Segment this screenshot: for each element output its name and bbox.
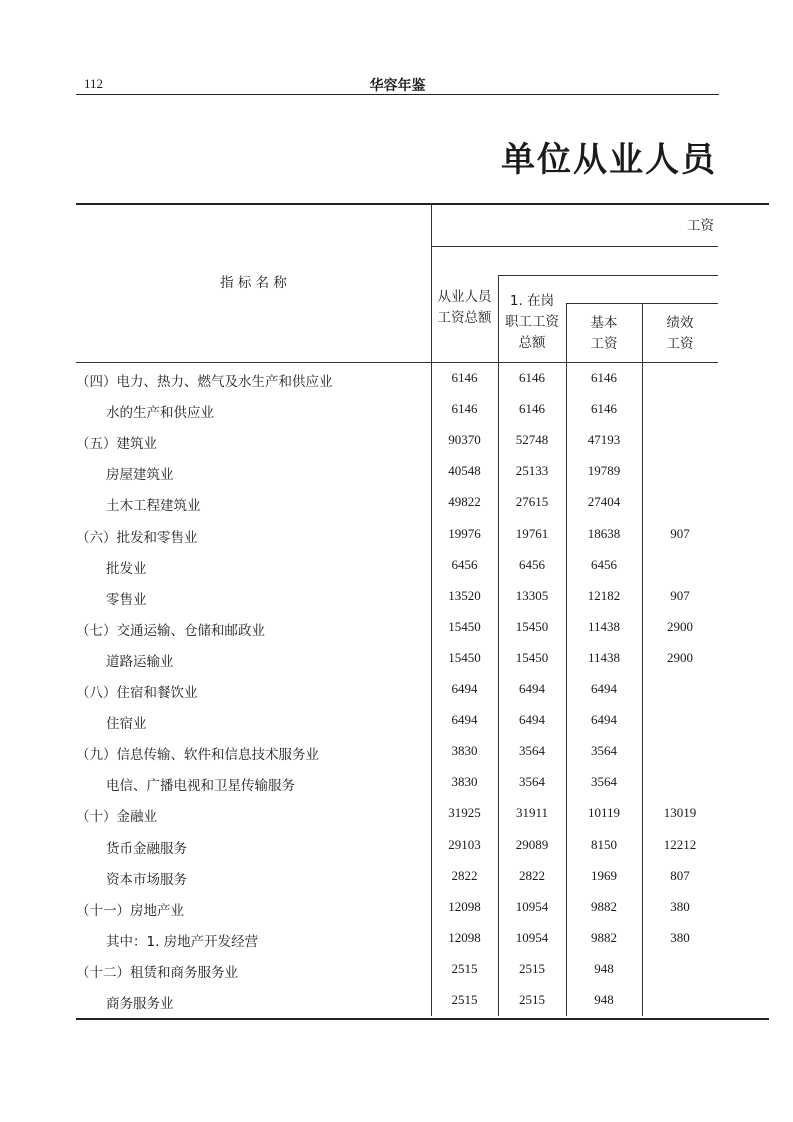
page-header: [76, 74, 719, 95]
row-label: （八）住宿和餐饮业: [76, 685, 198, 701]
row-label: （六）批发和零售业: [76, 529, 198, 546]
header-rule: [498, 275, 718, 276]
cell-total: 31925: [448, 805, 481, 821]
cell-performance: 12212: [663, 836, 697, 852]
cell-basic: 3564: [591, 774, 617, 790]
table-row: [76, 986, 769, 1017]
table-row: [76, 955, 769, 986]
page-number: 112: [84, 76, 104, 91]
cell-performance: 2900: [667, 618, 693, 634]
cell-basic: 6494: [591, 681, 617, 696]
table-row: [76, 488, 769, 519]
table-row: [76, 675, 769, 706]
cell-basic: 948: [594, 992, 614, 1007]
cell-total: 15450: [448, 649, 481, 665]
row-label: （十）金融业: [76, 809, 157, 826]
cell-basic: 9882: [591, 929, 617, 945]
cell-onpost: 19761: [515, 525, 549, 541]
table-row: [76, 364, 769, 395]
row-label: （四）电力、热力、燃气及水生产和供应业: [76, 374, 333, 390]
header-basic-wages: 基本 工资: [590, 315, 618, 352]
cell-total: 2822: [451, 867, 478, 883]
cell-onpost: 6146: [519, 401, 545, 417]
table-row: [76, 582, 769, 613]
row-label: 商务服务业: [106, 996, 174, 1012]
cell-onpost: 2515: [519, 960, 545, 976]
cell-onpost: 6494: [519, 681, 545, 696]
cell-onpost: 6146: [519, 370, 545, 385]
cell-basic: 6146: [591, 370, 617, 385]
cell-onpost: 27615: [515, 494, 549, 510]
row-label: 其中：1. 房地产开发经营: [106, 933, 259, 950]
cell-onpost: 25133: [515, 463, 549, 479]
cell-performance: 380: [670, 898, 690, 914]
cell-performance: 380: [670, 929, 690, 945]
table-row: [76, 706, 769, 737]
cell-total: 3830: [451, 743, 478, 759]
cell-basic: 6456: [591, 556, 617, 572]
cell-performance: 807: [670, 867, 690, 883]
cell-performance: 907: [670, 587, 690, 603]
cell-performance: 2900: [667, 649, 693, 665]
cell-basic: 18638: [587, 525, 621, 541]
cell-performance: 13019: [663, 805, 697, 821]
table-row: [76, 457, 769, 488]
table-row: [76, 799, 769, 830]
table-row: [76, 831, 769, 862]
cell-total: 6494: [451, 681, 478, 696]
cell-total: 6494: [451, 712, 478, 728]
table-row: [76, 924, 769, 955]
cell-total: 6146: [451, 370, 478, 385]
table-row: [76, 520, 769, 551]
cell-total: 2515: [451, 992, 478, 1007]
cell-total: 3830: [451, 774, 478, 790]
cell-total: 12098: [448, 898, 481, 914]
cell-total: 2515: [451, 960, 478, 976]
header-total-wages: 从业人员 工资总额: [437, 289, 492, 326]
cell-onpost: 31911: [515, 805, 549, 821]
cell-onpost: 52748: [515, 432, 549, 448]
cell-basic: 948: [594, 960, 614, 976]
header-onpost-wages: 1. 在岗 职工工资 总额: [505, 293, 559, 351]
row-label: 道路运输业: [106, 653, 174, 670]
cell-total: 90370: [448, 432, 481, 448]
cell-total: 12098: [448, 929, 481, 945]
row-label: 批发业: [106, 560, 147, 577]
cell-basic: 1969: [591, 867, 617, 883]
cell-basic: 10119: [587, 805, 621, 821]
row-label: 货币金融服务: [106, 840, 187, 857]
cell-basic: 6146: [591, 401, 617, 417]
header-rule: [566, 303, 718, 304]
table-row: [76, 644, 769, 675]
cell-onpost: 13305: [515, 587, 549, 603]
row-label: 资本市场服务: [106, 871, 187, 888]
cell-basic: 12182: [587, 587, 621, 603]
row-label: 水的生产和供应业: [106, 405, 214, 422]
cell-onpost: 3564: [519, 774, 545, 790]
cell-onpost: 3564: [519, 743, 545, 759]
cell-onpost: 2515: [519, 992, 545, 1007]
table-row: [76, 893, 769, 924]
row-label: （五）建筑业: [76, 436, 157, 453]
cell-basic: 3564: [591, 743, 617, 759]
data-table: [76, 203, 769, 1020]
row-label: 电信、广播电视和卫星传输服务: [106, 778, 295, 795]
cell-basic: 27404: [587, 494, 621, 510]
cell-basic: 47193: [587, 432, 621, 448]
table-row: [76, 768, 769, 799]
cell-onpost: 6494: [519, 712, 545, 728]
row-label: 土木工程建筑业: [106, 498, 201, 515]
table-row: [76, 551, 769, 582]
cell-onpost: 6456: [519, 556, 545, 572]
row-label: 住宿业: [106, 716, 147, 733]
header-bottom-rule: [76, 362, 718, 363]
table-row: [76, 862, 769, 893]
header-wage-group: 工资: [687, 218, 714, 234]
cell-total: 15450: [448, 618, 481, 634]
cell-basic: 8150: [591, 836, 617, 852]
cell-total: 6146: [451, 401, 478, 417]
cell-onpost: 10954: [515, 929, 549, 945]
cell-total: 49822: [448, 494, 481, 510]
cell-total: 19976: [448, 525, 481, 541]
cell-onpost: 15450: [515, 618, 549, 634]
cell-onpost: 10954: [515, 898, 549, 914]
cell-performance: 907: [670, 525, 690, 541]
header-rule: [431, 246, 718, 247]
cell-total: 29103: [448, 836, 481, 852]
page-title: 单位从业人员: [501, 140, 717, 180]
cell-basic: 6494: [591, 712, 617, 728]
table-row: [76, 613, 769, 644]
row-label: （七）交通运输、仓储和邮政业: [76, 622, 265, 639]
cell-total: 40548: [448, 463, 481, 479]
row-label: （十二）租赁和商务服务业: [76, 964, 238, 981]
row-label: 零售业: [106, 591, 147, 608]
cell-basic: 11438: [587, 618, 621, 634]
header-performance-wages: 绩效 工资: [666, 315, 694, 352]
row-label: （九）信息传输、软件和信息技术服务业: [76, 747, 319, 764]
cell-basic: 11438: [587, 649, 621, 665]
table-row: [76, 737, 769, 768]
cell-basic: 9882: [591, 898, 617, 914]
book-title: 华容年鉴: [369, 78, 426, 94]
cell-onpost: 2822: [519, 867, 545, 883]
header-indicator: 指 标 名 称: [220, 275, 287, 291]
cell-basic: 19789: [587, 463, 621, 479]
cell-onpost: 15450: [515, 649, 549, 665]
cell-total: 13520: [448, 587, 481, 603]
table-row: [76, 395, 769, 426]
row-label: （十一）房地产业: [76, 902, 184, 919]
cell-total: 6456: [451, 556, 478, 572]
cell-onpost: 29089: [515, 836, 549, 852]
table-row: [76, 426, 769, 457]
row-label: 房屋建筑业: [106, 467, 174, 484]
